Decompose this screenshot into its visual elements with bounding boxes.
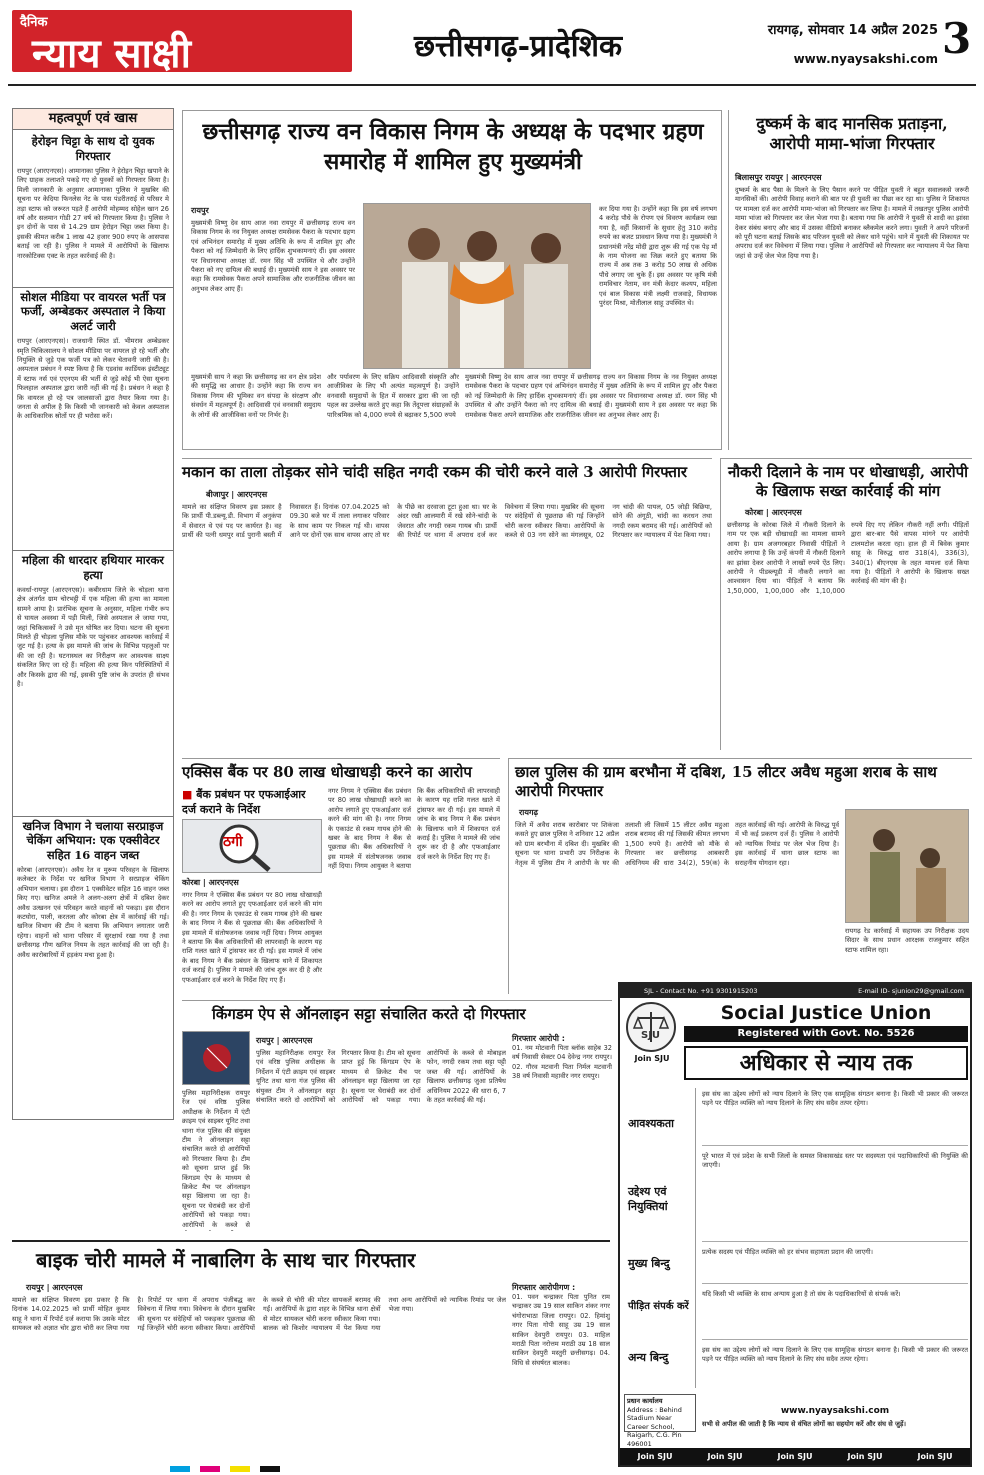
sju-join-top[interactable]: Join SJU <box>634 1054 670 1063</box>
sju-main-label: मुख्य बिन्दु <box>628 1257 670 1270</box>
kingdom-arrested-list: 01. नम मोटवानी पिता ब्लॉक साहेब 32 वर्ष निवासी सेक्टर 04 देवेन्द्र नगर रायपुर। 02. गौरव मटवानी पिता निर्मल मटवानी 38 वर्ष निवासी महावीर नगर रायपुर। <box>512 1044 612 1081</box>
axis-body-a: नगर निगम ने एक्सिस बैंक प्रबंधन पर 80 लाख धोखाधड़ी करने का आरोप लगाते हुए एफआईआर दर्ज करने की मांग की है। नगर निगम के एकाउंट से रकम गायब होने की खबर के बाद निगम ने बैंक से पूछताछ की। बैंक अधिकारियों ने इस मामले में संतोषजनक जवाब नहीं दिया। निगम आयुक्त ने बताया कि बैंक अधिकारियों की लापरवाही के कारण यह राशि गलत खाते में ट्रांसफर कर दी गई। इस मामले में जांच के बाद निगम ने बैंक प्रबंधन के खिलाफ थाने में शिकायत दर्ज कराई है। पुलिस ने मामले की जांच शुरू कर दी है और एफआईआर दर्ज करने के निर्देश दिए गए हैं। <box>182 891 322 984</box>
logo-daily-label: दैनिक <box>20 15 48 30</box>
brief-4-headline: खनिज विभाग ने चलाया सरप्राइज चेकिंग अभियान: एक एक्सीवेटर सहित 16 वाहन जब्त <box>13 816 173 864</box>
reg-yellow <box>230 1466 250 1472</box>
kingdom-dateline: रायपुर | आरएनएस <box>256 1036 313 1045</box>
kingdom-arrested-block <box>512 1033 612 1231</box>
sju-registration: Registered with Govt. No. 5526 <box>684 1026 968 1042</box>
sju-contact: SJL - Contact No. +91 9301915203 <box>644 987 758 995</box>
lead-body-b: मुख्यमंत्री साय ने कहा कि छत्तीसगढ़ का वन क्षेत्र प्रदेश की समृद्धि का आधार है। उन्होंने कहा कि राज्य वन विकास निगम की भूमिका वन संपदा के संरक्षण और संवर्धन में महत्वपूर्ण है। आदिवासी एवं वनवासी समुदाय के लोगों की आजीविका वनों पर निर्भर है। <box>191 373 321 419</box>
brief-3-headline: महिला की धारदार हथियार मारकर हत्या <box>13 550 173 584</box>
story-rape <box>728 110 972 450</box>
job-body: छत्तीसगढ़ के कोरबा जिले में नौकरी दिलाने के नाम पर एक बड़ी धोखाधड़ी का मामला सामने आया है। ग्राम अजगरबहार निवासी पीड़ितों ने आरोप लगाया है कि उन्हें कंपनी में नौकरी दिलाने का झांसा देकर आरोपी ने लाखों रुपये ऐंठ लिए। आरोपी ने पीडब्ल्यूडी में नौकरी लगाने का आश्वासन दिया था। पीड़ितों ने बताया कि 1,50,000, 1,00,000 और 1,10,000 रुपये दिए गए लेकिन नौकरी नहीं लगी। पीड़ितों द्वारा बार-बार पैसे वापस मांगने पर आरोपी टालमटोल करता रहा। हाल ही में बिवेक कुमार साहू के विरुद्ध धारा 318(4), 336(3), 340(1) बीएनएस के तहत मामला दर्ज किया गया है। पीड़ितों ने आरोपी के खिलाफ सख्त कार्रवाई की मांग की है। <box>727 521 969 595</box>
lead-headline: छत्तीसगढ़ राज्य वन विकास निगम के अध्यक्ष के पदभार ग्रहण समारोह में शामिल हुए मुख्यमंत्री <box>202 119 704 176</box>
lead-body-extra: मुख्यमंत्री विष्णु देव साय आज नवा रायपुर में छत्तीसगढ़ राज्य वन विकास निगम के नव नियुक्त अध्यक्ष रामसेवक पैकरा के पदभार ग्रहण एवं अभिनंदन समारोह में मुख्य अतिथि के रूप में शामिल हुए और पैकरा को नई जिम्मेदारी के लिए हार्दिक शुभकामनाएं दीं। इस अवसर पर विधानसभा अध्यक्ष डॉ. रमन सिंह भी उपस्थित थे और उन्होंने पैकरा को नए दायित्व की बधाई दी। मुख्यमंत्री साय ने इस अवसर पर कहा कि रामसेवक पैकरा अपने सामाजिक और राजनीतिक जीवन का अनुभव लेकर आए हैं। <box>465 373 717 419</box>
bike-arrested-label: गिरफ्तार आरोपीगण : <box>512 1283 576 1292</box>
sju-join-4[interactable]: Join SJU <box>847 1452 883 1461</box>
newspaper-name: न्याय साक्षी <box>32 30 191 77</box>
sju-advertisement <box>618 982 972 1467</box>
theft-body: मामले का संक्षिप्त विवरण इस प्रकार है कि प्रार्थी पी.डब्ल्यू.डी. विभाग में अनुकंपा में सेवारत थे एवं पद पर कार्यरत है। वह प्रार्थी की पत्नी धमपुर वार्ड पुरानी बस्ती में निवासरत हैं। दिनांक 07.04.2025 को 09.30 बजे घर में ताला लगाकर परिवार के साथ काम पर निकल गई थी। वापस आने पर दोनों एक साथ वापस आए तो घर के पीछे का दरवाजा टूटा हुआ था। घर के अंदर रखी आलमारी में रखे सोने-चांदी के जेवरात और नगदी रकम गायब थी। प्रार्थी की रिपोर्ट पर थाना में अपराध दर्ज कर विवेचना में लिया गया। मुखबिर की सूचना पर संदेहियों से पूछताछ की गई जिन्होंने चोरी करना स्वीकार किया। आरोपियों के कब्जे से 03 नग सोने का मंगलसूत्र, 02 नग चांदी की पायल, 05 जोड़ी बिछिया, सोने की अंगूठी, चांदी का करधन तथा नगदी रकम बरामद की गई। आरोपियों को गिरफ्तार कर न्यायालय में पेश किया गया। <box>182 503 712 540</box>
sju-victim-label: पीड़ित संपर्क करें <box>628 1301 689 1312</box>
liquor-photo-figures <box>846 810 968 922</box>
story-job <box>720 458 972 750</box>
brief-1-headline: हेरोइन चिट्टा के साथ दो युवक गिरफ्तार <box>31 134 155 163</box>
cricket-ball-icon <box>183 1032 249 1084</box>
magnifier-icon <box>183 820 321 872</box>
left-column-title: महत्वपूर्ण एवं खास <box>13 109 173 130</box>
sju-address: Address : Behind Stadium Near Career School, Raigarh, C.G. Pin 496001 <box>627 1405 682 1448</box>
sju-victim-text: यदि किसी भी व्यक्ति के साथ अन्याय हुआ है तो संघ के पदाधिकारियों से संपर्क करें। <box>702 1290 968 1340</box>
sju-join-1[interactable]: Join SJU <box>637 1452 673 1461</box>
sju-main-text: प्रत्येक सदस्य एवं पीड़ित व्यक्ति को हर संभव सहायता प्रदान की जाएगी। <box>702 1248 968 1284</box>
kingdom-body-b: पुलिस महानिरीक्षक रायपुर रेंज एवं वरिष्ठ पुलिस अधीक्षक के निर्देशन में एंटी क्राइम एवं साइबर यूनिट तथा थाना गंज पुलिस की संयुक्त टीम ने ऑनलाइन सट्टा संचालित करते दो आरोपियों को गिरफ्तार किया है। टीम को सूचना प्राप्त हुई कि किंगडम ऐप के माध्यम से क्रिकेट मैच पर ऑनलाइन सट्टा खिलाया जा रहा है। सूचना पर घेराबंदी कर दोनों आरोपियों को पकड़ा गया। आरोपियों के कब्जे से मोबाइल फोन, नगदी रकम तथा सट्टा पट्टी जब्त की गई। आरोपियों के खिलाफ छत्तीसगढ़ जुआ प्रतिषेध अधिनियम 2022 की धारा 6, 7 के तहत कार्रवाई की गई। <box>256 1049 506 1105</box>
brief-4-body: कोरबा (आरएनएस)। अवैध रेत व मुरूम परिवहन के खिलाफ कलेक्टर के निर्देश पर खनिज विभाग ने सरप्राइज चेकिंग अभियान चलाया। इस दौरान 1 एक्सीवेटर सहित 16 वाहन जब्त किए गए। खनिज अमले ने अलग-अलग क्षेत्रों में दबिश देकर अवैध उत्खनन एवं परिवहन करते वाहनों को पकड़ा। इस दौरान कटघोरा, पाली, करतला और कोरबा क्षेत्र में कार्रवाई की गई। खनिज विभाग की टीम ने बताया कि अभियान लगातार जारी रहेगा। वाहनों को थाना परिसर में सुरक्षार्थ रखा गया है तथा छत्तीसगढ़ गौण खनिज नियम के तहत कार्रवाई की जा रही है। अवैध कारोबारियों में हड़कंप मचा हुआ है। <box>17 866 169 959</box>
newspaper-logo <box>12 10 352 77</box>
sju-need-text: इस संघ का उद्देश्य लोगों को न्याय दिलाने के लिए एक सामूहिक संगठन बनाना है। किसी भी प्रकार की जरूरत पड़ने पर पीड़ित व्यक्ति को न्याय दिलाने के लिए संघ सदैव तत्पर रहेगा। <box>702 1090 968 1146</box>
registration-marks <box>170 1466 810 1472</box>
brief-2-body: रायपुर (आरएनएस)। राजधानी स्थित डॉ. भीमराव अम्बेडकर स्मृति चिकित्सालय ने सोशल मीडिया पर वायरल हो रहे भर्ती और नियुक्ति से जुड़े एक फर्जी पत्र को लेकर चेतावनी जारी की है। अस्पताल प्रबंधन ने स्पष्ट किया है कि एडवांस कार्डियक इंस्टीट्यूट में स्टाफ नर्स एवं एएनएम की भर्ती से जुड़े कोई भी ऐसा सूचना फिलहाल अस्पताल द्वारा जारी नहीं की गई है। प्रबंधन ने कहा है कि वायरल हो रहे पत्र जालसाजों द्वारा तैयार किया गया है। जनता से अपील है कि किसी भी जानकारी को केवल अस्पताल के आधिकारिक स्रोतों पर ही भरोसा करें। <box>17 337 169 421</box>
axis-photo <box>182 819 322 873</box>
left-column <box>12 108 174 1120</box>
section-title: छत्तीसगढ़-प्रादेशिक <box>413 29 623 64</box>
axis-headline: एक्सिस बैंक पर 80 लाख धोखाधड़ी करने का आरोप <box>182 763 472 781</box>
kingdom-photo <box>182 1031 250 1085</box>
theft-dateline: बीजापुर | आरएनएस <box>206 490 268 499</box>
justice-scale-icon <box>628 1004 674 1050</box>
sju-logo <box>626 1002 676 1052</box>
story-liquor <box>508 758 972 994</box>
reg-black <box>260 1466 280 1472</box>
sju-join-3[interactable]: Join SJU <box>777 1452 813 1461</box>
axis-sub-text: बैंक प्रबंधन पर एफआईआर दर्ज कराने के निर्देश <box>182 788 306 816</box>
kingdom-headline: किंगडम ऐप से ऑनलाइन सट्टा संचालित करते दो गिरफ्तार <box>212 1005 526 1023</box>
lead-body-d: कर दिया गया है। उन्होंने कहा कि इस वर्ष लगभग 4 करोड़ पौधे के रोपण एवं विवरण कार्यक्रम रखा गया है, वहीं किसानों के सुधार हेतु 310 करोड़ रुपये का बजट प्रावधान किया गया है। मुख्यमंत्री ने प्रधानमंत्री नरेंद्र मोदी द्वारा शुरू की गई एक पेड़ माँ के नाम योजना का जिक्र करते हुए बताया कि राज्य में अब तक 3 करोड़ 50 लाख से अधिक पौधे लगाए जा चुके हैं। इस अवसर पर कृषि मंत्री रामविचार नेताम, वन मंत्री केदार कश्यप, महिला एवं बाल विकास मंत्री लक्ष्मी राजवाड़े, विधायक पुरंदर मिश्रा, मोतीलाल साहू उपस्थित थे। <box>599 205 717 308</box>
liquor-photo <box>845 809 969 923</box>
sju-banner: अधिकार से न्याय तक <box>684 1046 968 1080</box>
bike-body: मामले का संक्षिप्त विवरण इस प्रकार है कि दिनांक 14.02.2025 को प्रार्थी मोहित कुमार साहू ने थाना में रिपोर्ट दर्ज कराया कि उसके मोटर सायकल को अज्ञात चोर द्वारा चोरी कर लिया गया है। रिपोर्ट पर थाना में अपराध पंजीबद्ध कर विवेचना में लिया गया। विवेचना के दौरान मुखबिर की सूचना पर संदेहियों को पकड़कर पूछताछ की गई जिन्होंने चोरी करना स्वीकार किया। आरोपियों के कब्जे से चोरी की मोटर सायकलें बरामद की गईं। आरोपियों के द्वारा शहर के विभिन्न थाना क्षेत्रों से मोटर सायकल चोरी करना स्वीकार किया गया। बालक को किशोर न्यायालय में पेश किया गया तथा अन्य आरोपियों को न्यायिक रिमांड पर जेल भेजा गया। <box>12 1296 506 1333</box>
axis-photo-word: ठगी <box>223 834 243 850</box>
bike-headline: बाइक चोरी मामले में नाबालिग के साथ चार गिरफ्तार <box>36 1248 416 1272</box>
job-headline: नौकरी दिलाने के नाम पर धोखाधड़ी, आरोपी के खिलाफ सख्त कार्रवाई की मांग <box>727 463 969 500</box>
story-axis <box>182 758 500 994</box>
bike-arrested-list: 01. पवन चन्द्राकर पिता पुनित राम चन्द्राकर उम्र 19 साल साकिन शंकर नगर चंगोराभाठा जिला रायपुर। 02. हिमांशु नगर पिता गोपी साहू उम्र 19 साल साकिन देवपुरी रायपुर। 03. माहिल मराठी पिता नरोत्तम मराठी उम्र 18 साल साकिन देवपुरी मस्तुरी छत्तीसगढ़। 04. विधि से संघर्षरत बालक। <box>512 1293 610 1367</box>
lead-photo <box>363 203 591 369</box>
axis-dateline: कोरबा | आरएनएस <box>182 878 239 887</box>
bike-dateline: रायपुर | आरएनएस <box>26 1283 83 1292</box>
sju-address-box <box>624 1394 696 1448</box>
lead-photo-figures <box>364 204 590 368</box>
rape-dateline: बिलासपुर रायपुर | आरएनएस <box>735 173 822 182</box>
story-bike <box>12 1240 610 1466</box>
brief-3-body: कवर्धा-रायपुर (आरएनएस)। कबीरधाम जिले के चोड़ला थाना क्षेत्र अंतर्गत ग्राम चोरभट्ठी में एक महिला की हत्या का मामला सामने आया है। प्रारंभिक सूचना के अनुसार, महिला गंभीर रूप से घायल अवस्था में पड़ी मिली, जिसे अस्पताल ले जाया गया, जहां चिकित्सकों ने उसे मृत घोषित कर दिया। घटना की सूचना मिलते ही चोड़ला पुलिस मौके पर पहुंचकर आवश्यक कार्रवाई में जुट गई है। हत्या के इस मामले की जांच के विभिन्न पहलुओं पर की जा रही है। घटनास्थल का निरीक्षण कर आवश्यक साक्ष्य संकलित किए जा रहे हैं। महिला की हत्या किन परिस्थितियों में और किसके द्वारा की गई, इसकी पुष्टि जांच के उपरांत ही संभव है। <box>17 585 169 688</box>
story-theft <box>182 458 712 750</box>
story-kingdom <box>182 1000 612 1232</box>
lead-dateline: रायपुर <box>191 206 209 215</box>
lead-body-c: और पर्यावरण के लिए सक्रिय आदिवासी संस्कृति और आजीविका के लिए भी अत्यंत महत्वपूर्ण है। उन्होंने वनवासी समुदायों के हित में सरकार द्वारा की जा रही पहल का उल्लेख करते हुए कहा कि तेंदूपत्ता संग्राहकों के पारिश्रमिक को 4,000 रुपये से बढ़ाकर 5,500 रुपये <box>327 373 459 419</box>
sju-labels <box>624 1088 696 1388</box>
square-bullet-icon: ■ <box>182 788 197 801</box>
sju-office-label: प्रधान कार्यालय <box>627 1397 663 1405</box>
liquor-body: जिले में अवैध शराब कारोबार पर शिकंजा कसते हुए छाल पुलिस ने शनिवार 12 अप्रैल को ग्राम बरभौना में दबिश दी। मुखबिर की सूचना पर थाना प्रभारी उप निरीक्षक के नेतृत्व में पुलिस टीम ने आरोपी के घर की तलाशी ली जिसमें 15 लीटर अवैध महुआ शराब बरामद की गई जिसकी कीमत लगभग 1,500 रुपये है। आरोपी को मौके से गिरफ्तार कर छत्तीसगढ़ आबकारी अधिनियम की धारा 34(2), 59(क) के तहत कार्रवाई की गई। आरोपी के विरुद्ध पूर्व में भी कई प्रकरण दर्ज हैं। पुलिस ने आरोपी को न्यायिक रिमांड पर जेल भेज दिया है। इस कार्रवाई में थाना छाल स्टाफ का सराहनीय योगदान रहा। <box>515 821 839 867</box>
axis-body-b: नगर निगम ने एक्सिस बैंक प्रबंधन पर 80 लाख धोखाधड़ी करने का आरोप लगाते हुए एफआईआर दर्ज करने की मांग की है। नगर निगम के एकाउंट से रकम गायब होने की खबर के बाद निगम ने बैंक से पूछताछ की। बैंक अधिकारियों ने इस मामले में संतोषजनक जवाब नहीं दिया। निगम आयुक्त ने बताया कि बैंक अधिकारियों की लापरवाही के कारण यह राशि गलत खाते में ट्रांसफर कर दी गई। इस मामले में जांच के बाद निगम ने बैंक प्रबंधन के खिलाफ थाने में शिकायत दर्ज कराई है। पुलिस ने मामले की जांच शुरू कर दी है और एफआईआर दर्ज करने के निर्देश दिए गए हैं। <box>328 787 500 871</box>
lead-story <box>182 110 722 450</box>
page-number: 3 <box>942 14 972 63</box>
sju-aim-text: पूरे भारत में एवं प्रदेश के सभी जिलों के समस्त विकासखंड स्तर पर सदस्यता एवं पदाधिकारियों की नियुक्ति की जाएगी। <box>702 1152 968 1242</box>
reg-magenta <box>200 1466 220 1472</box>
sju-join-strip <box>620 1448 970 1465</box>
masthead <box>8 6 976 86</box>
kingdom-arrested-label: गिरफ्तार आरोपी : <box>512 1034 565 1043</box>
sju-title: Social Justice Union <box>720 1002 932 1024</box>
rape-body: दुष्कर्म के बाद पैसा के मिलने के लिए पैसान करने पर पीड़ित युवती ने बहुत सवालकसे जरूरी मानसिकों की। आरोपी विवाह कराने की बात पर ही युवती का पीछा कर रहा था। पुलिस ने शिकायत पर मामला दर्ज कर आरोपी मामा-भांजा को गिरफ्तार कर लिया है। मामले में तखतपुर पुलिस आरोपी मामा भांजा को गिरफ्तार कर जेल भेजा गया है। बताया गया कि आरोपी ने युवती से शादी का झांसा देकर संबंध बनाए और बाद में उसका वीडियो बनाकर ब्लैकमेल करने लगा। युवती ने अपने परिजनों को पूरी घटना बताई जिसके बाद परिजन युवती को लेकर थाने पहुंचे। थाने में युवती की शिकायत पर अपराध दर्ज कर विवेचना में लिया गया। पुलिस ने आरोपियों को गिरफ्तार कर न्यायालय में पेश किया जहां से उन्हें जेल भेज दिया गया है। <box>735 186 969 260</box>
sju-aim-label: उद्देश्य एवं नियुक्तियां <box>628 1185 668 1213</box>
sju-contact-bar <box>620 984 970 998</box>
liquor-caption: रायगढ़ रेड कार्रवाई में सहायक उप निरीक्षक उदय सिदार के साथ प्रधान आरक्षक राजकुमार सहित स्टाफ शामिल रहा। <box>845 927 969 954</box>
sju-other-text: इस संघ का उद्देश्य लोगों को न्याय दिलाने के लिए एक सामूहिक संगठन बनाना है। किसी भी प्रकार की जरूरत पड़ने पर पीड़ित व्यक्ति को न्याय दिलाने के लिए संघ सदैव तत्पर रहेगा। <box>702 1346 968 1364</box>
axis-subheadline <box>182 787 322 817</box>
sju-join-2[interactable]: Join SJU <box>707 1452 743 1461</box>
sju-other-label: अन्य बिन्दु <box>628 1351 669 1364</box>
liquor-dateline: रायगढ़ <box>519 808 538 817</box>
lead-body-a: मुख्यमंत्री विष्णु देव साय आज नवा रायपुर में छत्तीसगढ़ राज्य वन विकास निगम के नव नियुक्त अध्यक्ष रामसेवक पैकरा के पदभार ग्रहण एवं अभिनंदन समारोह में मुख्य अतिथि के रूप में शामिल हुए और पैकरा को नई जिम्मेदारी के लिए हार्दिक शुभकामनाएं दीं। इस अवसर पर विधानसभा अध्यक्ष डॉ. रमन सिंह भी उपस्थित थे और उन्होंने पैकरा को नए दायित्व की बधाई दी। मुख्यमंत्री साय ने इस अवसर पर कहा कि रामसेवक पैकरा अपने सामाजिक और राजनीतिक जीवन का अनुभव लेकर आए हैं। <box>191 219 355 293</box>
kingdom-body-a: पुलिस महानिरीक्षक रायपुर रेंज एवं वरिष्ठ पुलिस अधीक्षक के निर्देशन में एंटी क्राइम एवं साइबर यूनिट तथा थाना गंज पुलिस की संयुक्त टीम ने ऑनलाइन सट्टा संचालित करते दो आरोपियों को गिरफ्तार किया है। टीम को सूचना प्राप्त हुई कि किंगडम ऐप के माध्यम से क्रिकेट मैच पर ऑनलाइन सट्टा खिलाया जा रहा है। सूचना पर घेराबंदी कर दोनों आरोपियों को पकड़ा गया। आरोपियों के कब्जे से <box>182 1089 250 1229</box>
theft-headline: मकान का ताला तोड़कर सोने चांदी सहित नगदी रकम की चोरी करने वाले 3 आरोपी गिरफ्तार <box>182 463 687 481</box>
svg-text:SJU: SJU <box>641 1030 661 1041</box>
sju-need-label: आवश्यकता <box>628 1117 674 1130</box>
sju-website[interactable]: www.nyaysakshi.com <box>780 1406 890 1416</box>
bike-arrested-block <box>512 1282 610 1466</box>
job-dateline: कोरबा | आरएनएस <box>745 508 802 517</box>
liquor-headline: छाल पुलिस की ग्राम बरभौना में दबिश, 15 लीटर अवैध महुआ शराब के साथ आरोपी गिरफ्तार <box>515 763 937 800</box>
sju-join-5[interactable]: Join SJU <box>917 1452 953 1461</box>
reg-cyan <box>170 1466 190 1472</box>
rape-headline: दुष्कर्म के बाद मानसिक प्रताड़ना, आरोपी मामा-भांजा गिरफ्तार <box>756 114 948 153</box>
sju-email[interactable]: E-mail ID- sjunion29@gmail.com <box>858 987 964 995</box>
issue-dateline: रायगढ़, सोमवार 14 अप्रैल 2025 <box>767 23 938 38</box>
website-link[interactable]: www.nyaysakshi.com <box>793 52 938 66</box>
sju-footer-text: सभी से अपील की जाती है कि न्याय से वंचित लोगों का सहयोग करें और संघ से जुड़ें। <box>702 1420 906 1428</box>
brief-1-body: रायपुर (आरएनएस)। आमानाका पुलिस ने हेरोइन चिट्टा खपाने के लिए ग्राहक तलाशते पकड़े गए दो युवकों को गिरफ्तार किया है। मिली जानकारी के अनुसार आमानाका पुलिस ने मुखबिर की सूचना पर केदिया फिनलेस नेट के पास पंडरीतराई से परिसर मे तड़ा स्टाफ को जरूरत पड़ते हैं आरोपी मोहम्मद सोहेल खान 26 वर्ष और सलमान गोडी 27 वर्ष को गिरफ्तार किया है। पुलिस ने इन दोनों के पास से 14.29 ग्राम हेरोइन चिट्टा जब्त किया है। इसकी कीमत करीब 1 लाख 42 हजार 900 रुपए के आसपास बताई जा रही है। पुलिस ने मामले में आरोपियों के खिलाफ नारकोटिक्स एक्ट के तहत कार्रवाई की है। <box>17 167 169 260</box>
brief-2-headline: सोशल मीडिया पर वायरल भर्ती पत्र फर्जी, अम्बेडकर अस्पताल ने किया अलर्ट जारी <box>13 287 173 335</box>
